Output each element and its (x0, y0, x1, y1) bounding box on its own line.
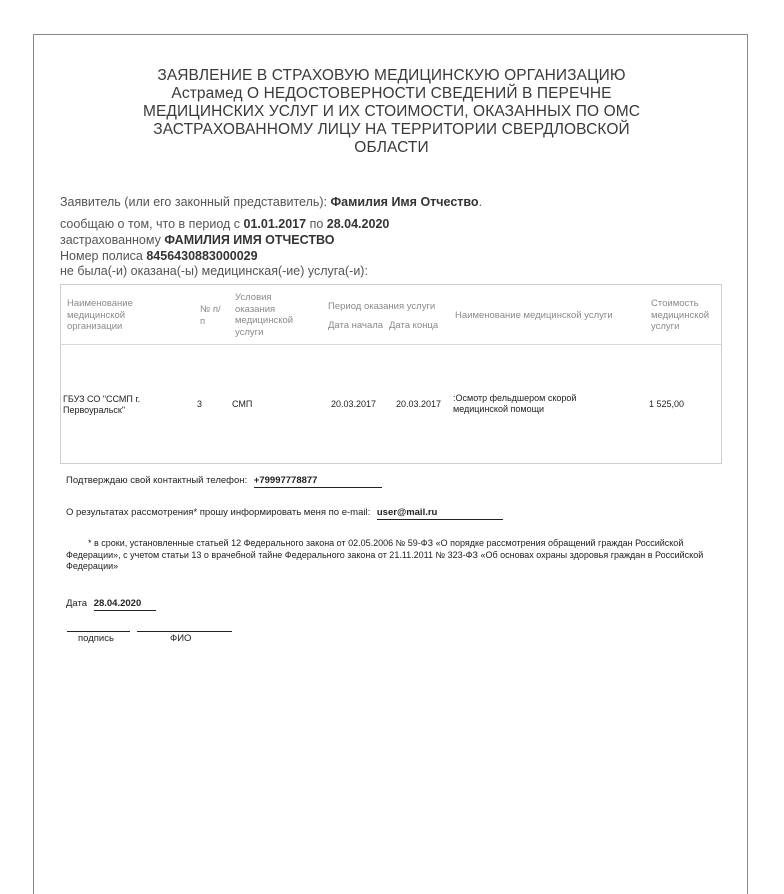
header-end: Дата конца (389, 320, 439, 331)
period-to: 28.04.2020 (326, 217, 390, 231)
footnote (66, 538, 716, 573)
header-service: Наименование медицинской услуги (455, 310, 613, 321)
header-num: № п/п (200, 304, 221, 327)
cell-end: 20.03.2017 (396, 399, 442, 409)
services-table (60, 284, 722, 464)
cell-cost: 1 525,00 (649, 399, 685, 409)
period-line (60, 217, 389, 231)
not-provided-line: не была(-и) оказана(-ы) медицинская(-ие) услуга(-и): (60, 264, 368, 278)
header-period: Период оказания услуги (328, 301, 436, 312)
title-line: ОБЛАСТИ (354, 139, 429, 156)
cell-start: 20.03.2017 (331, 399, 377, 409)
title-line: Астрамед О НЕДОСТОВЕРНОСТИ СВЕДЕНИЙ В ПЕРЕЧНЕ (171, 85, 612, 102)
signature-line (67, 631, 130, 632)
document-title (114, 67, 669, 157)
email-value: user@mail.ru (377, 507, 503, 520)
signature-label: подпись (78, 633, 114, 644)
insured-label: застрахованному (60, 233, 161, 247)
phone-line (66, 475, 382, 488)
title-line: ЗАСТРАХОВАННОМУ ЛИЦУ НА ТЕРРИТОРИИ СВЕРДЛОВСКОЙ (153, 121, 630, 138)
applicant-line (60, 195, 482, 209)
cell-conditions: СМП (232, 399, 253, 409)
policy-label: Номер полиса (60, 249, 143, 263)
fio-label: ФИО (170, 633, 192, 644)
period-from: 01.01.2017 (243, 217, 307, 231)
footnote-text: * в сроки, установленные статьей 12 Федерального закона от 02.05.2006 № 59-ФЗ «О порядке рассмотрения обращений граждан Российской Федерации», с учетом статьи 13 о врачебной тайне Федерального закона от 21.11.2011 № 323-ФЗ «Об основах охраны здоровья граждан в Российской Федерации» (66, 538, 704, 571)
email-line (66, 507, 503, 520)
phone-label: Подтверждаю свой контактный телефон: (66, 475, 248, 486)
fio-line (137, 631, 232, 632)
header-org: Наименование медицинской организации (67, 298, 133, 332)
date-value: 28.04.2020 (94, 598, 156, 611)
date-label: Дата (66, 598, 88, 609)
header-start: Дата начала (328, 320, 384, 331)
cell-num: 3 (197, 399, 203, 409)
period-prefix: сообщаю о том, что в период с (60, 217, 241, 231)
insured-line (60, 233, 334, 247)
document-page (33, 34, 748, 894)
policy-line (60, 249, 258, 263)
phone-value: +79997778877 (254, 475, 382, 488)
title-line: МЕДИЦИНСКИХ УСЛУГ И ИХ СТОИМОСТИ, ОКАЗАННЫХ ПО ОМС (142, 103, 641, 120)
policy-number: 8456430883000029 (146, 249, 258, 263)
applicant-name: Фамилия Имя Отчество (330, 195, 479, 209)
insured-name: ФАМИЛИЯ ИМЯ ОТЧЕСТВО (164, 233, 335, 247)
date-line (66, 598, 156, 611)
cell-service: :Осмотр фельдшером скорой медицинской помощи (453, 393, 577, 414)
title-line: ЗАЯВЛЕНИЕ В СТРАХОВУЮ МЕДИЦИНСКУЮ ОРГАНИЗАЦИЮ (157, 67, 626, 84)
header-divider (61, 344, 721, 345)
cell-org: ГБУЗ СО "ССМП г. Первоуральск" (63, 394, 141, 415)
applicant-end: . (478, 195, 483, 209)
header-conditions: Условия оказания медицинской услуги (235, 292, 294, 338)
applicant-label: Заявитель (или его законный представитель): (60, 195, 328, 209)
period-mid: по (309, 217, 324, 231)
header-cost: Стоимость медицинской услуги (651, 298, 710, 332)
email-label: О результатах рассмотрения* прошу информировать меня по e-mail: (66, 507, 371, 518)
